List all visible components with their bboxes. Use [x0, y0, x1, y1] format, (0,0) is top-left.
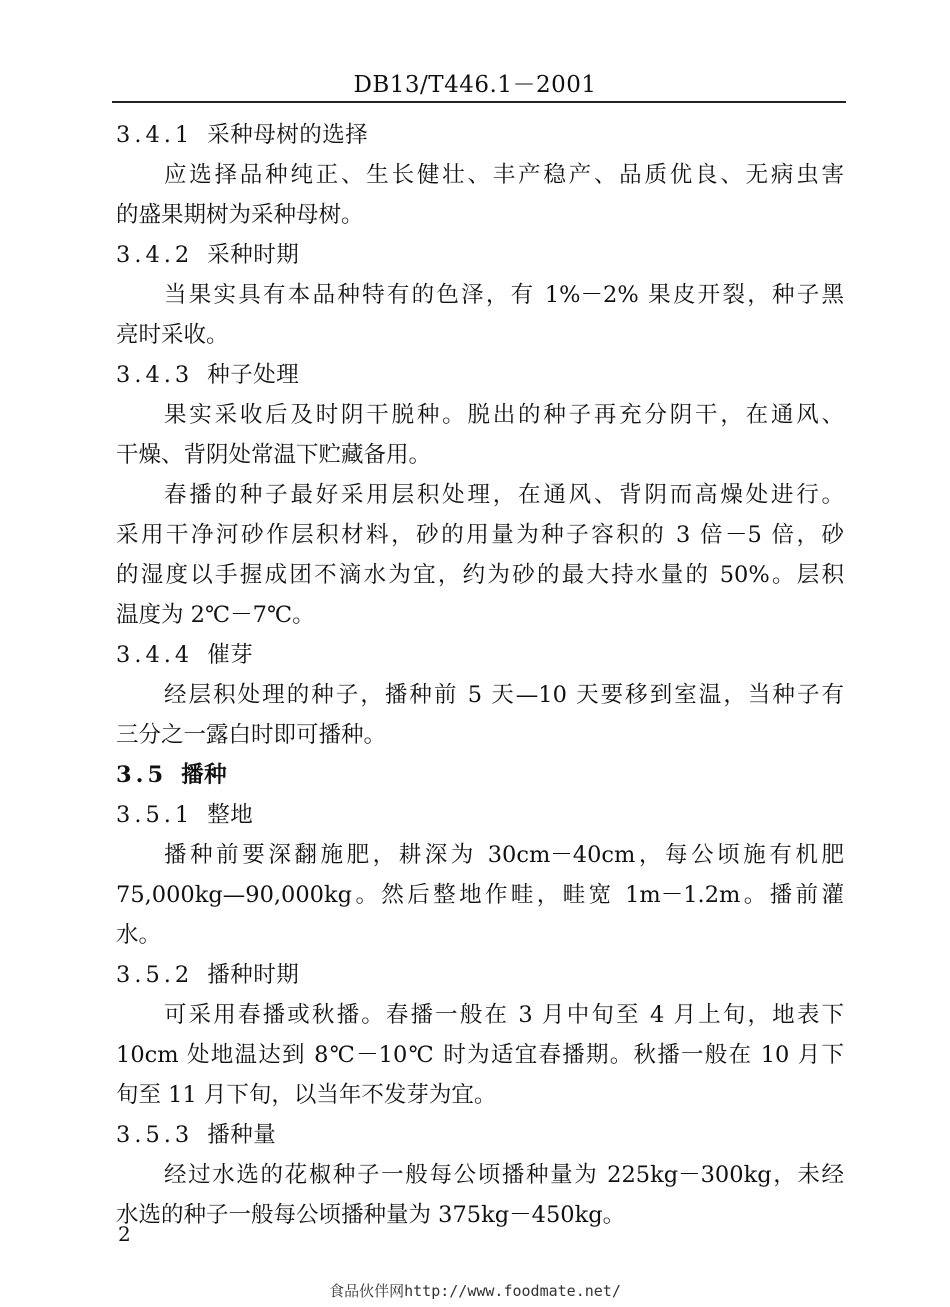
paragraph-line: 果实采收后及时阴干脱种。脱出的种子再充分阴干，在通风、: [164, 402, 844, 428]
paragraph-line: 采用干净河砂作层积材料，砂的用量为种子容积的 3 倍－5 倍，砂: [116, 522, 844, 548]
section-heading: [116, 955, 844, 995]
paragraph: [116, 275, 844, 355]
paragraph-line: 经层积处理的种子，播种前 5 天—10 天要移到室温，当种子有: [164, 682, 844, 708]
paragraph-line: 旬至 11 月下旬，以当年不发芽为宜。: [116, 1082, 497, 1108]
paragraph-line: 三分之一露白时即可播种。: [116, 722, 387, 748]
section-title: 播种时期: [207, 962, 300, 988]
section-title: 播种量: [207, 1122, 277, 1148]
paragraph-line: 75,000kg—90,000kg。然后整地作畦，畦宽 1m－1.2m。播前灌: [116, 882, 844, 908]
section-number: 3.5: [116, 762, 168, 788]
paragraph-line: 可采用春播或秋播。春播一般在 3 月中旬至 4 月上旬，地表下: [164, 1002, 844, 1028]
paragraph-line: 水选的种子一般每公顷播种量为 375kg－450kg。: [116, 1202, 626, 1228]
paragraph-line: 春播的种子最好采用层积处理，在通风、背阴而高燥处进行。: [164, 482, 844, 508]
paragraph: [116, 155, 844, 235]
paragraph: [116, 1155, 844, 1235]
section-heading: [116, 1115, 844, 1155]
paragraph-line: 的盛果期树为采种母树。: [116, 202, 364, 228]
section-heading: [116, 635, 844, 675]
section-title: 播种: [181, 762, 228, 788]
document-body: [116, 115, 844, 1235]
paragraph: [116, 835, 844, 955]
paragraph-line: 播种前要深翻施肥，耕深为 30cm－40cm，每公顷施有机肥: [164, 842, 844, 868]
paragraph-line: 水。: [116, 922, 162, 948]
section-number: 3.5.3: [116, 1122, 194, 1148]
paragraph-line: 应选择品种纯正、生长健壮、丰产稳产、品质优良、无病虫害: [164, 162, 844, 188]
section-number: 3.5.1: [116, 802, 194, 828]
section-title: 整地: [207, 802, 254, 828]
watermark-footer: 食品伙伴网http://www.foodmate.net/: [329, 1282, 621, 1300]
paragraph: [116, 475, 844, 635]
section-title: 催芽: [207, 642, 254, 668]
paragraph-line: 温度为 2℃－7℃。: [116, 602, 315, 628]
section-heading: [116, 355, 844, 395]
paragraph-line: 的湿度以手握成团不滴水为宜，约为砂的最大持水量的 50%。层积: [116, 562, 844, 588]
paragraph-line: 当果实具有本品种特有的色泽，有 1%－2% 果皮开裂，种子黑: [164, 282, 844, 308]
header-divider: [112, 101, 846, 103]
section-heading: [116, 795, 844, 835]
paragraph: [116, 395, 844, 475]
paragraph: [116, 995, 844, 1115]
section-number: 3.4.1: [116, 122, 194, 148]
document-code-header: DB13/T446.1－2001: [353, 72, 597, 98]
page-number: 2: [118, 1222, 131, 1246]
section-title: 采种母树的选择: [207, 122, 369, 148]
paragraph-line: 10cm 处地温达到 8℃－10℃ 时为适宜春播期。秋播一般在 10 月下: [116, 1042, 844, 1068]
paragraph: [116, 675, 844, 755]
section-heading: [116, 115, 844, 155]
section-title: 种子处理: [207, 362, 300, 388]
section-number: 3.4.4: [116, 642, 194, 668]
paragraph-line: 经过水选的花椒种子一般每公顷播种量为 225kg－300kg，未经: [164, 1162, 844, 1188]
section-number: 3.4.2: [116, 242, 194, 268]
section-heading: [116, 755, 844, 795]
paragraph-line: 干燥、背阴处常温下贮藏备用。: [116, 442, 432, 468]
section-heading: [116, 235, 844, 275]
paragraph-line: 亮时采收。: [116, 322, 229, 348]
section-number: 3.4.3: [116, 362, 194, 388]
section-number: 3.5.2: [116, 962, 194, 988]
section-title: 采种时期: [207, 242, 300, 268]
